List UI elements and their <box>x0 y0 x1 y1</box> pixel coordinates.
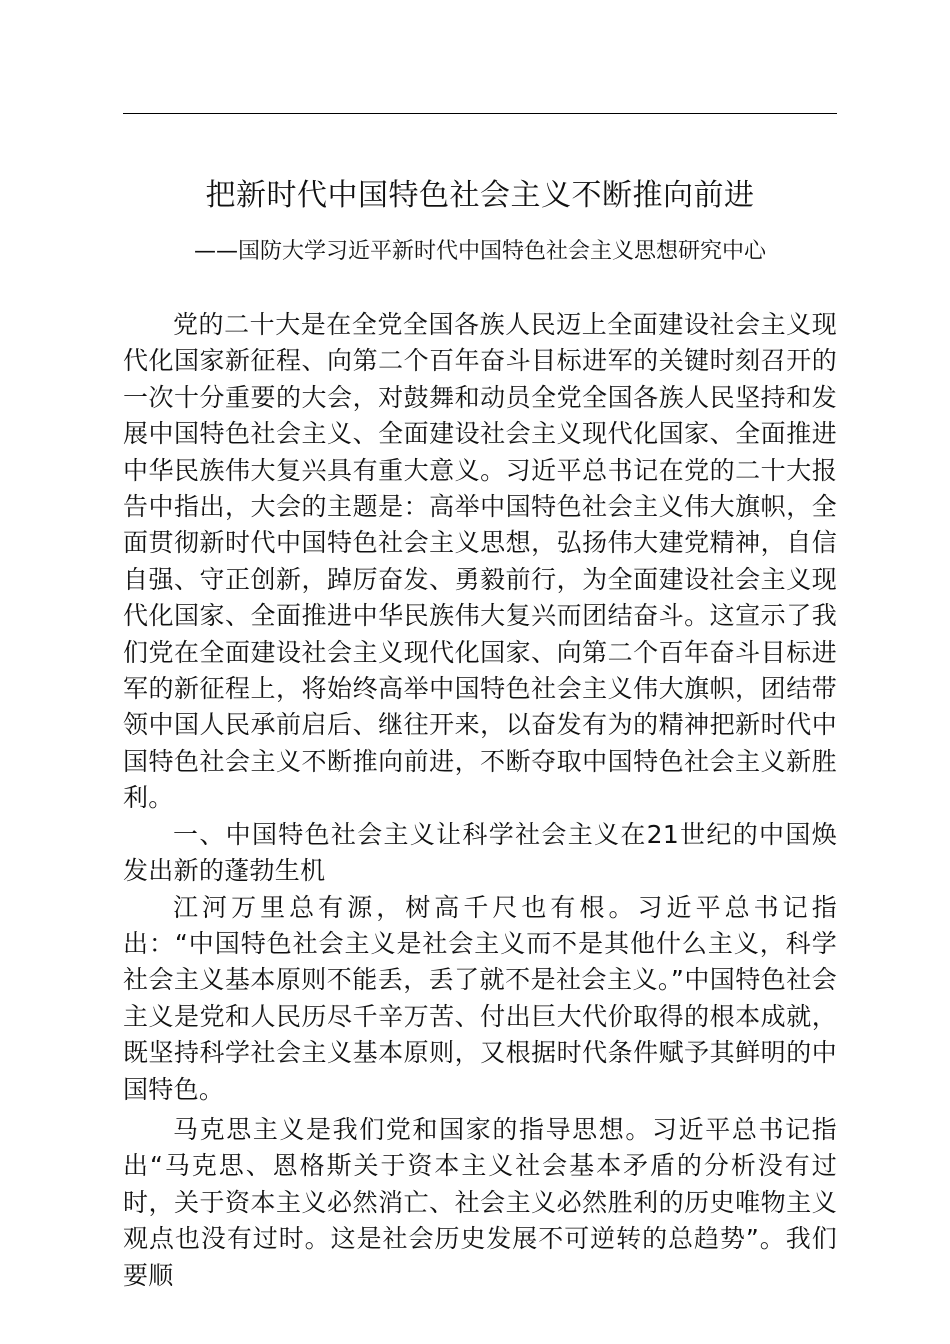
document-subtitle: ——国防大学习近平新时代中国特色社会主义思想研究中心 <box>193 239 766 264</box>
section-heading-1: 一、中国特色社会主义让科学社会主义在21世纪的中国焕发出新的蓬勃生机 <box>123 819 837 886</box>
document-body <box>123 307 837 1294</box>
paragraph-marxism: 马克思主义是我们党和国家的指导思想。习近平总书记指出“马克思、恩格斯关于资本主义社会基本矛盾的分析没有过时，关于资本主义必然消亡、社会主义必然胜利的历史唯物主义观点也没有过时。这是社会历史发展不可逆转的总趋势”。我们要顺 <box>123 1114 837 1290</box>
header-rule <box>123 113 837 114</box>
document-title: 把新时代中国特色社会主义不断推向前进 <box>205 178 755 213</box>
paragraph-intro: 党的二十大是在全党全国各族人民迈上全面建设社会主义现代化国家新征程、向第二个百年奋斗目标进军的关键时刻召开的一次十分重要的大会，对鼓舞和动员全党全国各族人民坚持和发展中国特色社会主义、全面建设社会主义现代化国家、全面推进中华民族伟大复兴具有重大意义。习近平总书记在党的二十大报告中指出，大会的主题是：高举中国特色社会主义伟大旗帜，全面贯彻新时代中国特色社会主义思想，弘扬伟大建党精神，自信自强、守正创新，踔厉奋发、勇毅前行，为全面建设社会主义现代化国家、全面推进中华民族伟大复兴而团结奋斗。这宣示了我们党在全面建设社会主义现代化国家、向第二个百年奋斗目标进军的新征程上，将始终高举中国特色社会主义伟大旗帜，团结带领中国人民承前启后、继往开来，以奋发有为的精神把新时代中国特色社会主义不断推向前进，不断夺取中国特色社会主义新胜利。 <box>123 310 837 813</box>
paragraph-origin: 江河万里总有源，树高千尺也有根。习近平总书记指出：“中国特色社会主义是社会主义而不是其他什么主义，科学社会主义基本原则不能丢，丢了就不是社会主义。”中国特色社会主义是党和人民历尽千辛万苦、付出巨大代价取得的根本成就，既坚持科学社会主义基本原则，又根据时代条件赋予其鲜明的中国特色。 <box>123 892 837 1104</box>
